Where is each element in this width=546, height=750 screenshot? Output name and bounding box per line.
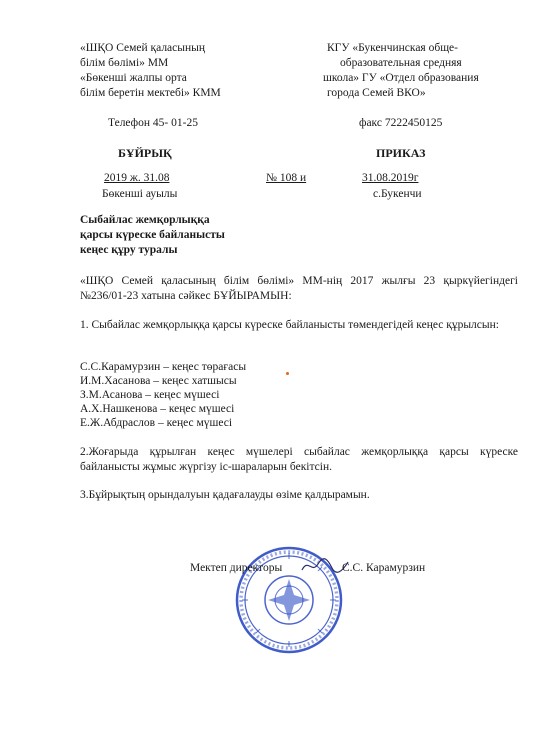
member-item: З.М.Асанова – кеңес мүшесі [80, 389, 220, 401]
member-item: И.М.Хасанова – кеңес хатшысы [80, 375, 237, 387]
preamble-paragraph: «ШҚО Семей қаласының білім бөлімі» ММ-нің 2017 жылғы 23 қыркүйегіндегі №236/01-23 хатына сәйкес БҰЙЫРАМЫН: [80, 275, 518, 302]
header-left-line4: білім беретін мектебі» КММ [80, 87, 221, 99]
header-left-line2: білім бөлімі» ММ [80, 57, 169, 69]
place-ru: с.Букенчи [373, 188, 422, 200]
place-kz: Бөкенші ауылы [102, 188, 178, 200]
header-right-line2: образовательная средняя [340, 57, 462, 69]
item-2-paragraph: 2.Жоғарыда құрылған кеңес мүшелері сыбайлас жемқорлыққа қарсы күреске байланысты жұмыс жүргізу іс-шараларын бекітсін. [80, 446, 518, 473]
header-left-line3: «Бөкенші жалпы орта [80, 72, 187, 84]
order-date-kz: 2019 ж. 31.08 [104, 172, 170, 184]
signer-position: Мектеп директоры [190, 562, 283, 574]
fax-number: факс 7222450125 [359, 117, 443, 129]
header-left-line1: «ШҚО Семей қаласының [80, 42, 206, 54]
order-number: № 108 и [266, 172, 307, 184]
header-right-line3: школа» ГУ «Отдел образования [323, 72, 479, 84]
order-title-ru: ПРИКАЗ [376, 146, 426, 160]
item-1-paragraph: 1. Сыбайлас жемқорлыққа қарсы күреске байланысты төмендегідей кеңес құрылсын: [80, 319, 499, 331]
member-item: А.Х.Нашкенова – кеңес мүшесі [80, 403, 235, 415]
signer-name: С.С. Карамурзин [342, 562, 426, 574]
member-item: С.С.Карамурзин – кеңес төрағасы [80, 361, 247, 373]
member-item: Е.Ж.Абдраслов – кеңес мүшесі [80, 417, 233, 429]
subject-line1: Сыбайлас жемқорлыққа [80, 214, 210, 226]
phone-number: Телефон 45- 01-25 [108, 117, 198, 129]
header-right-line4: города Семей ВКО» [327, 87, 426, 99]
ink-dot [286, 372, 289, 375]
header-right-line1: КГУ «Букенчинская обще- [327, 42, 458, 54]
subject-line3: кеңес құру туралы [80, 244, 178, 256]
order-date-ru: 31.08.2019г [362, 172, 419, 184]
item-3-paragraph: 3.Бұйрықтың орындалуын қадағалауды өзіме қалдырамын. [80, 489, 370, 501]
order-title-kz: БҰЙРЫҚ [118, 146, 172, 160]
subject-line2: қарсы күреске байланысты [80, 229, 225, 241]
